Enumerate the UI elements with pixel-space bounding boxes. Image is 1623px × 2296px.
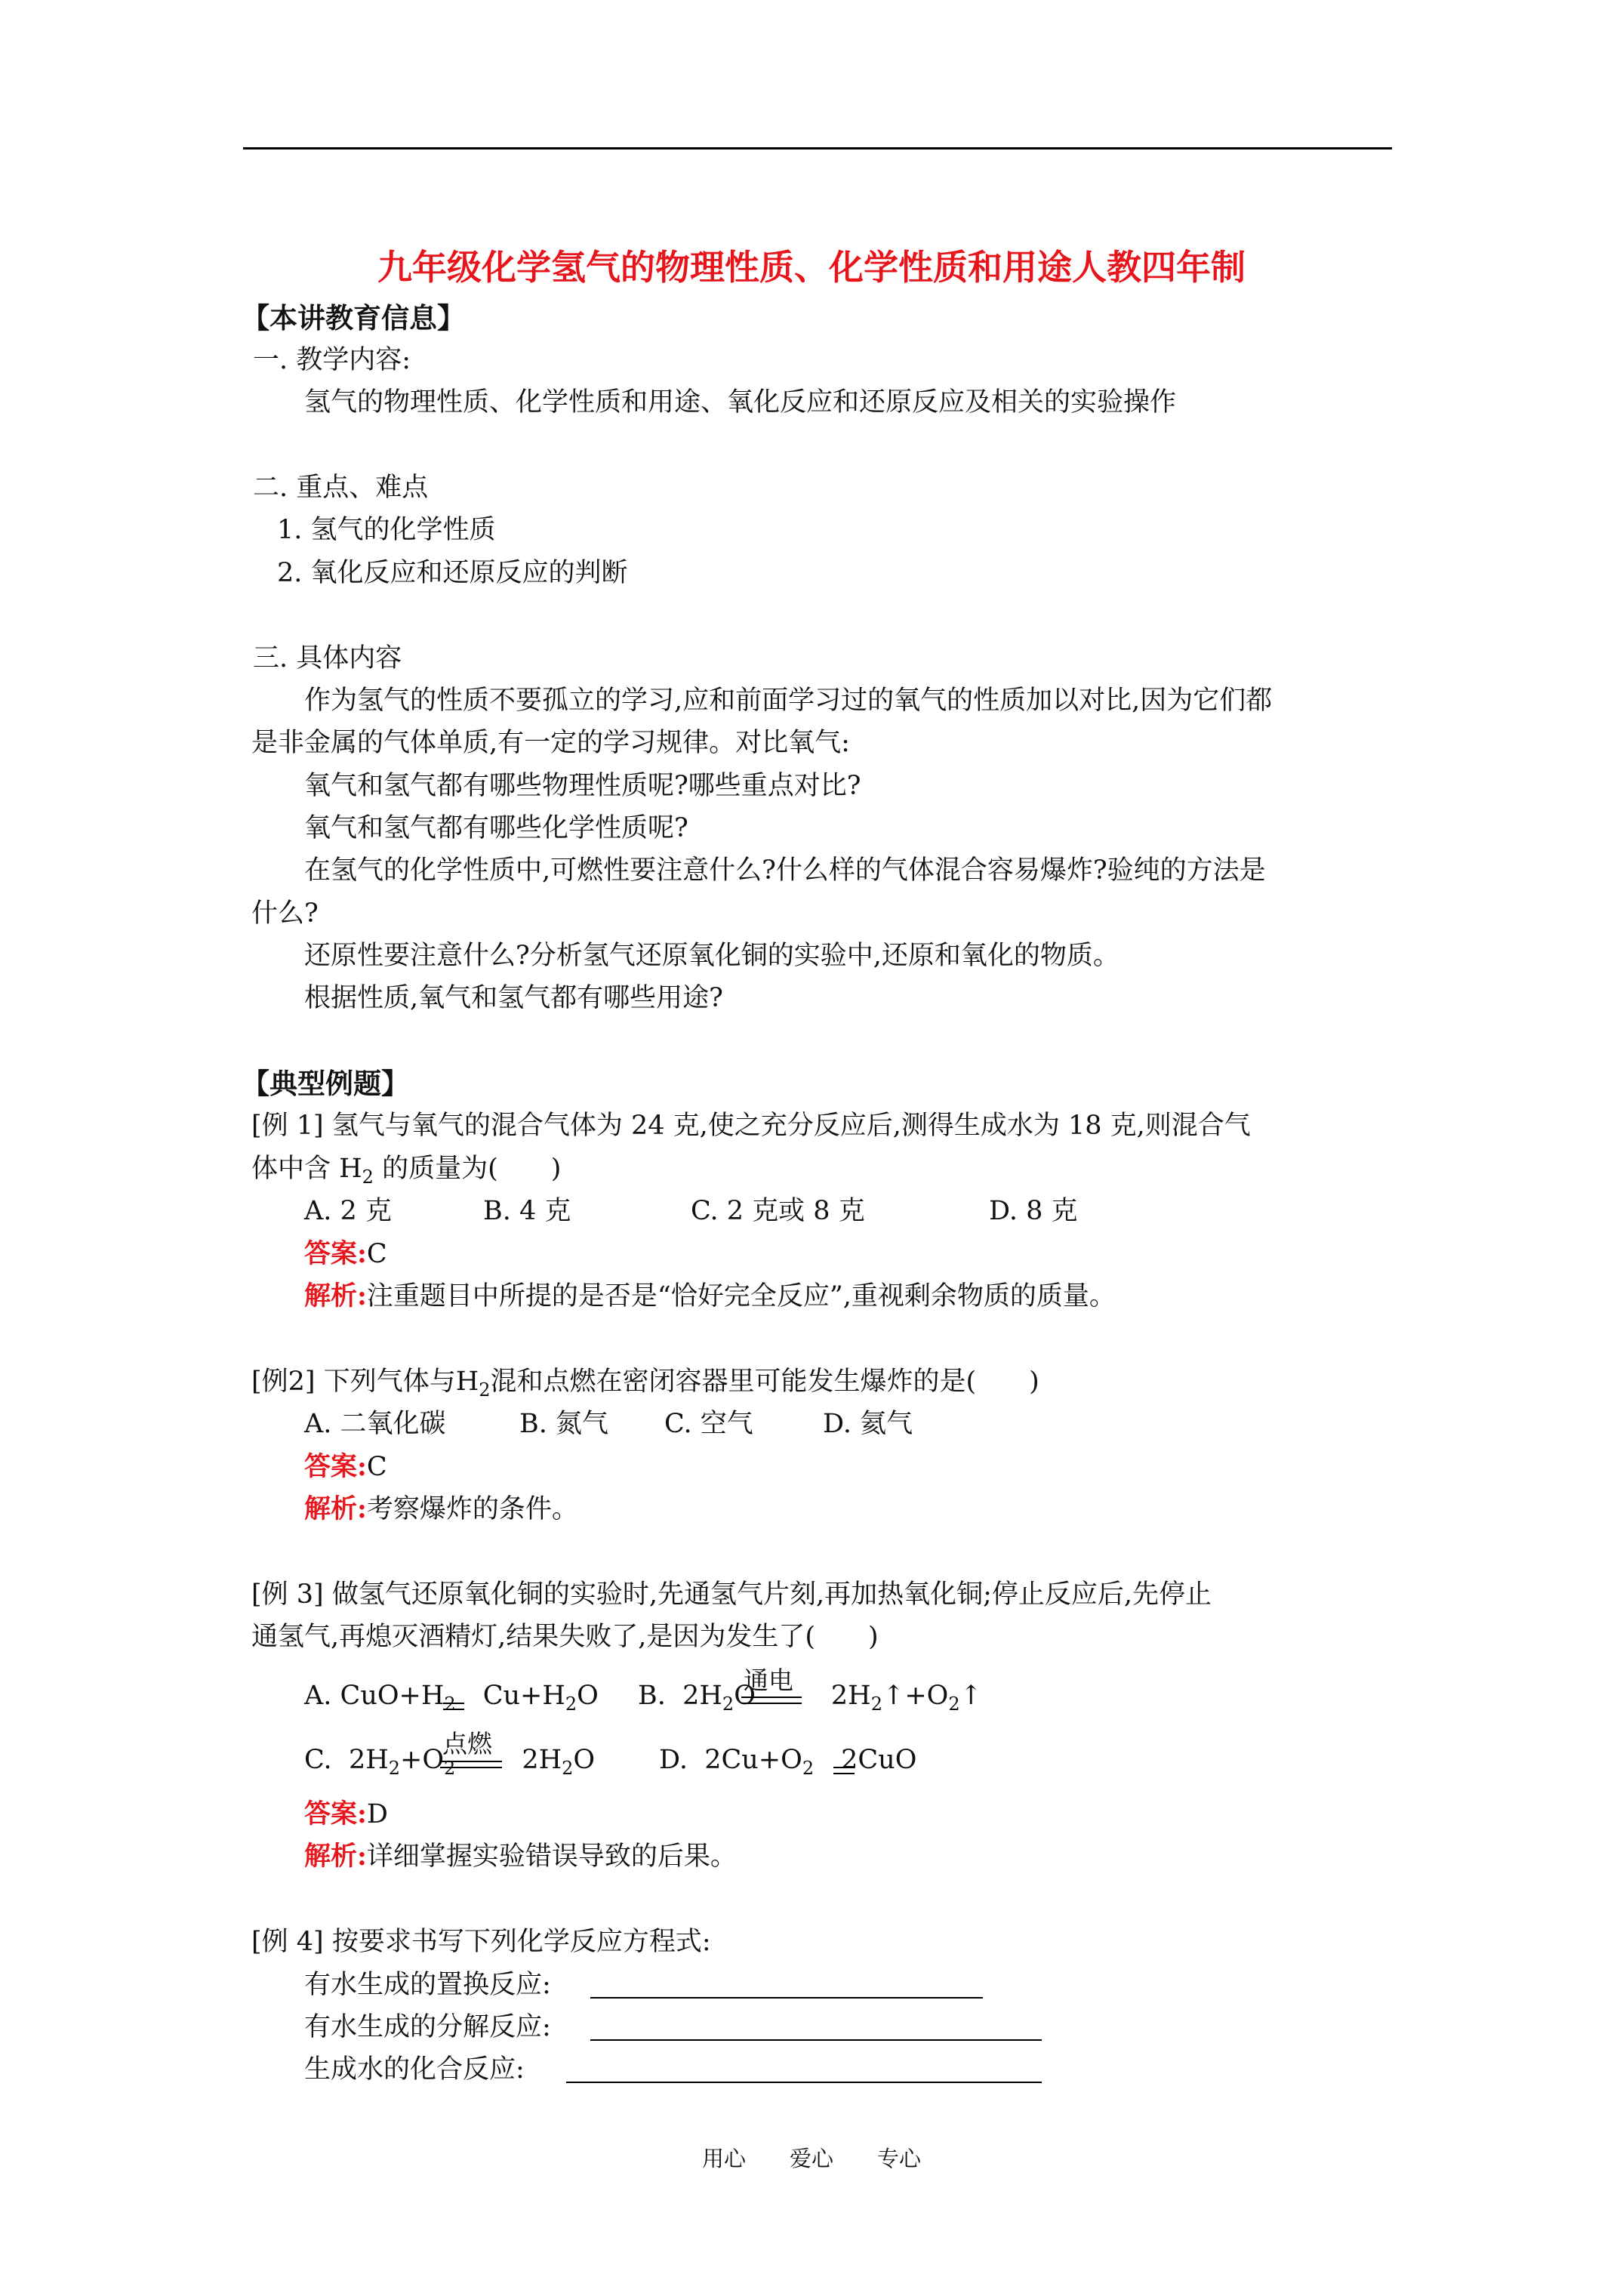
example-1-answer: 答案:C bbox=[304, 1238, 387, 1269]
example-3-answer: 答案:D bbox=[304, 1798, 388, 1829]
example-1-option-d: D. 8 克 bbox=[989, 1196, 1078, 1226]
example-2-option-b: B. 氮气 bbox=[519, 1409, 608, 1439]
example-4-item-1: 有水生成的置换反应: bbox=[304, 1970, 551, 2000]
example-1-option-c: C. 2 克或 8 克 bbox=[691, 1196, 865, 1226]
reaction-equals-bar bbox=[741, 1697, 802, 1704]
example-3-line-2: 通氢气,再熄灭酒精灯,结果失败了,是因为发生了( ) bbox=[251, 1622, 879, 1652]
example-3-option-c: C. $2H_2+O_2$ $2H_2O$ bbox=[304, 1745, 596, 1779]
reaction-equals-bar bbox=[440, 1761, 502, 1768]
example-3-line-1: [例 3] 做氢气还原氧化铜的实验时,先通氢气片刻,再加热氧化铜;停止反应后,先停止 bbox=[251, 1579, 1212, 1610]
section-1-heading: 一. 教学内容: bbox=[253, 345, 411, 375]
example-4-item-3: 生成水的化合反应: bbox=[304, 2054, 525, 2085]
answer-blank-2[interactable] bbox=[590, 2039, 1042, 2041]
example-3-analysis: 解析:详细掌握实验错误导致的后果。 bbox=[304, 1841, 737, 1872]
example-1-line-1: [例 1] 氢气与氧气的混合气体为 24 克,使之充分反应后,测得生成水为 18 克,则混合气 bbox=[251, 1111, 1251, 1141]
condition-electrolysis: 通电 bbox=[744, 1666, 793, 1695]
section-3-para-1-line-2: 是非金属的气体单质,有一定的学习规律。对比氧气: bbox=[251, 728, 850, 758]
example-4-item-2: 有水生成的分解反应: bbox=[304, 2012, 551, 2042]
example-2-analysis: 解析:考察爆炸的条件。 bbox=[304, 1493, 578, 1524]
example-1-analysis: 解析:注重题目中所提的是否是“恰好完全反应”,重视剩余物质的质量。 bbox=[304, 1281, 1116, 1311]
equals-sign bbox=[443, 1703, 464, 1710]
example-2-option-a: A. 二氧化碳 bbox=[304, 1409, 446, 1439]
section-2-item-1: 1. 氢气的化学性质 bbox=[277, 515, 496, 545]
example-3-option-a: A. $CuO+H_2$ $Cu+H_2O$ bbox=[304, 1681, 599, 1715]
section-3-para-1-line-1: 作为氢气的性质不要孤立的学习,应和前面学习过的氧气的性质加以对比,因为它们都 bbox=[304, 686, 1273, 716]
section-3-question-3-line-1: 在氢气的化学性质中,可燃性要注意什么?什么样的气体混合容易爆炸?验纯的方法是 bbox=[304, 855, 1266, 886]
answer-blank-3[interactable] bbox=[566, 2082, 1042, 2083]
example-2-option-c: C. 空气 bbox=[664, 1409, 753, 1439]
answer-blank-1[interactable] bbox=[590, 1997, 983, 1999]
example-2-option-d: D. 氦气 bbox=[823, 1409, 913, 1439]
section-3-question-2: 氧气和氢气都有哪些化学性质呢? bbox=[304, 813, 688, 843]
section-3-heading: 三. 具体内容 bbox=[253, 643, 402, 673]
page-footer: 用心 爱心 专心 bbox=[701, 2146, 921, 2171]
section-1-body: 氢气的物理性质、化学性质和用途、氧化反应和还原反应及相关的实验操作 bbox=[304, 387, 1177, 418]
example-2-answer: 答案:C bbox=[304, 1451, 387, 1482]
section-2-heading: 二. 重点、难点 bbox=[253, 473, 429, 503]
example-3-option-b: B. $2H_2O$ $2H_2↑+O_2↑$ bbox=[638, 1681, 982, 1715]
example-1-option-b: B. 4 克 bbox=[483, 1196, 571, 1226]
section-3-question-3-line-2: 什么? bbox=[251, 898, 319, 929]
example-2-line-1: [例2] 下列气体与$H_2$混和点燃在密闭容器里可能发生爆炸的是( ) bbox=[251, 1367, 1039, 1401]
section-2-item-2: 2. 氧化反应和还原反应的判断 bbox=[277, 558, 628, 588]
example-1-line-2: 体中含 $H_2$ 的质量为( ) bbox=[251, 1154, 562, 1188]
info-header: 【本讲教育信息】 bbox=[242, 301, 465, 334]
section-3-question-5: 根据性质,氧气和氢气都有哪些用途? bbox=[304, 983, 723, 1013]
examples-header: 【典型例题】 bbox=[242, 1067, 409, 1100]
page-title: 九年级化学氢气的物理性质、化学性质和用途人教四年制 bbox=[377, 247, 1246, 288]
example-4-line-1: [例 4] 按要求书写下列化学反应方程式: bbox=[251, 1927, 711, 1957]
header-rule bbox=[243, 147, 1392, 149]
equals-sign bbox=[833, 1767, 855, 1774]
example-3-option-d: D. $2Cu+O_2$ 2CuO bbox=[659, 1745, 917, 1779]
example-1-option-a: A. 2 克 bbox=[304, 1196, 392, 1226]
section-3-question-4: 还原性要注意什么?分析氢气还原氧化铜的实验中,还原和氧化的物质。 bbox=[304, 941, 1119, 971]
section-3-question-1: 氧气和氢气都有哪些物理性质呢?哪些重点对比? bbox=[304, 771, 861, 801]
condition-ignition: 点燃 bbox=[442, 1729, 492, 1758]
